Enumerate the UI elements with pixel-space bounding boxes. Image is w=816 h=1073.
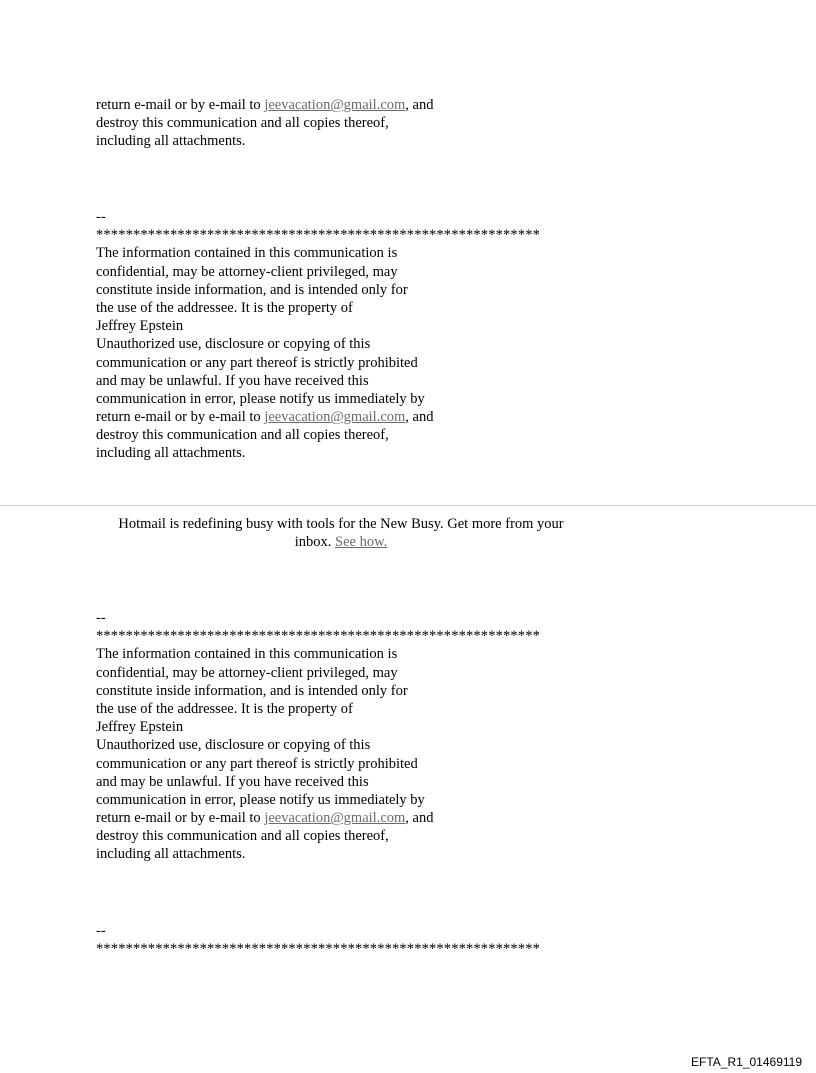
hotmail-promo-text: Hotmail is redefining busy with tools for the New Busy. Get more from your (118, 516, 564, 532)
email-disclaimer-1 (96, 208, 540, 463)
asterisk-separator: ************************************************************ (96, 941, 540, 958)
disclaimer-line: communication or any part thereof is strictly prohibited (96, 354, 418, 371)
signature-dash: -- (96, 923, 106, 939)
email-link[interactable]: jeevacation@gmail.com (264, 810, 406, 827)
hotmail-promo-line2: inbox. See how. (294, 534, 388, 551)
disclaimer-line: and may be unlawful. If you have received this (96, 372, 369, 389)
horizontal-divider (0, 505, 816, 506)
disclaimer-line: constitute inside information, and is intended only for (96, 281, 408, 298)
disclaimer-line: communication in error, please notify us immediately by (96, 390, 425, 407)
email-link[interactable]: jeevacation@gmail.com (264, 97, 406, 113)
email-disclaimer-2 (96, 609, 540, 864)
disclaimer-destroy-line: destroy this communication and all copies thereof, (96, 115, 389, 132)
disclaimer-line: Unauthorized use, disclosure or copying of this (96, 336, 371, 353)
disclaimer-line: Jeffrey Epstein (96, 719, 184, 736)
disclaimer-line: Jeffrey Epstein (96, 318, 184, 335)
disclaimer-line: and may be unlawful. If you have received this (96, 773, 369, 790)
disclaimer-return-line: return e-mail or by e-mail to jeevacation@gmail.com, and (96, 97, 434, 113)
disclaimer-attachments-line: including all attachments. (96, 133, 246, 150)
disclaimer-destroy-line: destroy this communication and all copies thereof, (96, 828, 389, 845)
disclaimer-line: Unauthorized use, disclosure or copying of this (96, 737, 371, 754)
disclaimer-return-line: return e-mail or by e-mail to jeevacation@gmail.com, and (96, 409, 434, 426)
email-disclaimer-fragment (96, 96, 433, 151)
disclaimer-return-line: return e-mail or by e-mail to jeevacation@gmail.com, and (96, 810, 434, 827)
disclaimer-line: confidential, may be attorney-client privileged, may (96, 664, 398, 681)
signature-dash: -- (96, 209, 106, 225)
hotmail-promo (96, 515, 586, 551)
disclaimer-destroy-line: destroy this communication and all copies thereof, (96, 427, 389, 444)
disclaimer-line: communication in error, please notify us immediately by (96, 791, 425, 808)
disclaimer-line: confidential, may be attorney-client privileged, may (96, 263, 398, 280)
disclaimer-line: the use of the addressee. It is the property of (96, 299, 353, 316)
disclaimer-line: The information contained in this communication is (96, 245, 398, 262)
asterisk-separator: ************************************************************ (96, 628, 540, 645)
document-id: EFTA_R1_01469119 (691, 1055, 802, 1069)
see-how-link[interactable]: See how. (335, 534, 388, 551)
disclaimer-line: communication or any part thereof is strictly prohibited (96, 755, 418, 772)
disclaimer-line: the use of the addressee. It is the property of (96, 700, 353, 717)
email-disclaimer-trailer (96, 922, 540, 958)
disclaimer-line: The information contained in this communication is (96, 646, 398, 663)
signature-dash: -- (96, 610, 106, 626)
disclaimer-attachments-line: including all attachments. (96, 445, 246, 462)
asterisk-separator: ************************************************************ (96, 227, 540, 244)
email-link[interactable]: jeevacation@gmail.com (264, 409, 406, 426)
disclaimer-attachments-line: including all attachments. (96, 846, 246, 863)
disclaimer-line: constitute inside information, and is intended only for (96, 682, 408, 699)
